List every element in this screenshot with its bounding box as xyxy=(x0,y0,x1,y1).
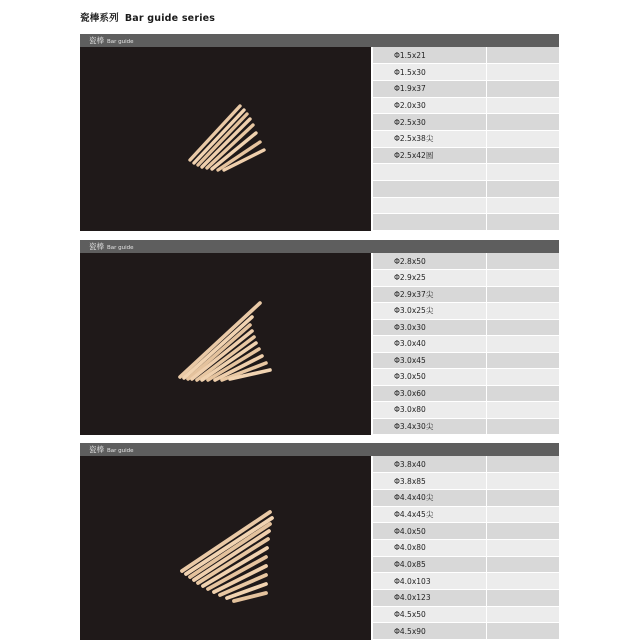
table-row xyxy=(373,197,559,214)
spec-size-cell: Φ4.5x50 xyxy=(373,606,487,623)
page-title-cn: 瓷棒系列 xyxy=(80,13,119,24)
spec-blank-cell xyxy=(487,539,560,556)
spec-size-cell: Φ3.0x80 xyxy=(373,402,487,419)
product-photo xyxy=(80,47,371,231)
spec-blank-cell xyxy=(487,164,560,181)
spec-blank-cell xyxy=(487,97,560,114)
table-row xyxy=(373,147,559,164)
table-row xyxy=(373,506,559,523)
table-row xyxy=(373,473,559,490)
spec-size-cell: Φ4.0x80 xyxy=(373,539,487,556)
spec-blank-cell xyxy=(487,523,560,540)
spec-size-cell: Φ2.9x25 xyxy=(373,270,487,287)
table-row xyxy=(373,606,559,623)
section-header-cn: 瓷棒 xyxy=(89,445,104,454)
spec-size-cell: Φ4.0x103 xyxy=(373,573,487,590)
table-row xyxy=(373,336,559,353)
table-row xyxy=(373,47,559,64)
spec-blank-cell xyxy=(487,456,560,473)
spec-size-cell: Φ3.4x30尖 xyxy=(373,418,487,435)
spec-size-cell xyxy=(373,197,487,214)
product-section xyxy=(80,443,559,640)
product-section xyxy=(80,240,559,435)
table-row xyxy=(373,369,559,386)
spec-table xyxy=(373,456,559,640)
table-row xyxy=(373,97,559,114)
spec-size-cell: Φ3.0x50 xyxy=(373,369,487,386)
table-row xyxy=(373,319,559,336)
spec-blank-cell xyxy=(487,286,560,303)
spec-blank-cell xyxy=(487,64,560,81)
table-row xyxy=(373,303,559,320)
spec-size-cell: Φ2.9x37尖 xyxy=(373,286,487,303)
spec-size-cell: Φ2.0x30 xyxy=(373,97,487,114)
spec-blank-cell xyxy=(487,369,560,386)
product-photo xyxy=(80,253,371,435)
spec-size-cell xyxy=(373,181,487,198)
section-body xyxy=(80,253,559,435)
section-header-en: Bar guide xyxy=(107,245,134,251)
spec-blank-cell xyxy=(487,489,560,506)
table-row xyxy=(373,556,559,573)
spec-table xyxy=(373,47,559,231)
spec-size-cell: Φ1.5x30 xyxy=(373,64,487,81)
spec-blank-cell xyxy=(487,506,560,523)
spec-size-cell: Φ4.4x40尖 xyxy=(373,489,487,506)
spec-blank-cell xyxy=(487,197,560,214)
ceramic-rods-image xyxy=(80,253,371,435)
spec-size-cell: Φ4.4x45尖 xyxy=(373,506,487,523)
spec-blank-cell xyxy=(487,336,560,353)
table-row xyxy=(373,456,559,473)
spec-blank-cell xyxy=(487,214,560,231)
spec-size-cell: Φ2.5x30 xyxy=(373,114,487,131)
spec-blank-cell xyxy=(487,590,560,607)
spec-size-cell: Φ3.0x40 xyxy=(373,336,487,353)
section-header-en: Bar guide xyxy=(107,448,134,454)
spec-size-cell: Φ3.8x85 xyxy=(373,473,487,490)
table-row xyxy=(373,623,559,640)
section-header xyxy=(80,240,559,253)
spec-size-cell: Φ3.0x45 xyxy=(373,352,487,369)
spec-table xyxy=(373,253,559,435)
section-header-en: Bar guide xyxy=(107,39,134,45)
ceramic-rods-image xyxy=(80,47,371,231)
spec-blank-cell xyxy=(487,80,560,97)
table-row xyxy=(373,114,559,131)
table-row xyxy=(373,164,559,181)
spec-size-cell: Φ3.0x60 xyxy=(373,385,487,402)
product-photo xyxy=(80,456,371,640)
spec-blank-cell xyxy=(487,606,560,623)
table-row xyxy=(373,214,559,231)
page-title xyxy=(80,10,215,24)
spec-blank-cell xyxy=(487,114,560,131)
spec-size-cell: Φ2.5x38尖 xyxy=(373,130,487,147)
spec-blank-cell xyxy=(487,556,560,573)
spec-blank-cell xyxy=(487,418,560,435)
table-row xyxy=(373,270,559,287)
spec-size-cell: Φ4.5x90 xyxy=(373,623,487,640)
table-row xyxy=(373,539,559,556)
spec-blank-cell xyxy=(487,473,560,490)
spec-size-cell: Φ1.9x37 xyxy=(373,80,487,97)
spec-size-cell: Φ2.5x42圆 xyxy=(373,147,487,164)
spec-size-cell: Φ4.0x123 xyxy=(373,590,487,607)
spec-blank-cell xyxy=(487,573,560,590)
table-row xyxy=(373,385,559,402)
spec-size-cell: Φ3.0x30 xyxy=(373,319,487,336)
table-row xyxy=(373,573,559,590)
section-header-cn: 瓷棒 xyxy=(89,36,104,45)
product-section xyxy=(80,34,559,231)
spec-blank-cell xyxy=(487,130,560,147)
table-row xyxy=(373,489,559,506)
table-row xyxy=(373,181,559,198)
table-row xyxy=(373,402,559,419)
table-row xyxy=(373,590,559,607)
table-row xyxy=(373,418,559,435)
spec-size-cell: Φ1.5x21 xyxy=(373,47,487,64)
spec-blank-cell xyxy=(487,352,560,369)
section-header xyxy=(80,34,559,47)
spec-blank-cell xyxy=(487,253,560,270)
section-header-cn: 瓷棒 xyxy=(89,242,104,251)
spec-size-cell xyxy=(373,214,487,231)
spec-blank-cell xyxy=(487,319,560,336)
spec-size-cell: Φ4.0x50 xyxy=(373,523,487,540)
ceramic-rods-image xyxy=(80,456,371,640)
spec-blank-cell xyxy=(487,385,560,402)
section-body xyxy=(80,47,559,231)
spec-blank-cell xyxy=(487,303,560,320)
spec-blank-cell xyxy=(487,147,560,164)
section-body xyxy=(80,456,559,640)
table-row xyxy=(373,286,559,303)
page-title-en: Bar guide series xyxy=(124,13,216,24)
spec-size-cell xyxy=(373,164,487,181)
section-header xyxy=(80,443,559,456)
spec-size-cell: Φ2.8x50 xyxy=(373,253,487,270)
table-row xyxy=(373,523,559,540)
spec-size-cell: Φ3.8x40 xyxy=(373,456,487,473)
spec-blank-cell xyxy=(487,402,560,419)
table-row xyxy=(373,352,559,369)
table-row xyxy=(373,253,559,270)
table-row xyxy=(373,130,559,147)
table-row xyxy=(373,80,559,97)
spec-blank-cell xyxy=(487,270,560,287)
spec-blank-cell xyxy=(487,47,560,64)
spec-blank-cell xyxy=(487,181,560,198)
spec-size-cell: Φ3.0x25尖 xyxy=(373,303,487,320)
spec-size-cell: Φ4.0x85 xyxy=(373,556,487,573)
table-row xyxy=(373,64,559,81)
spec-blank-cell xyxy=(487,623,560,640)
